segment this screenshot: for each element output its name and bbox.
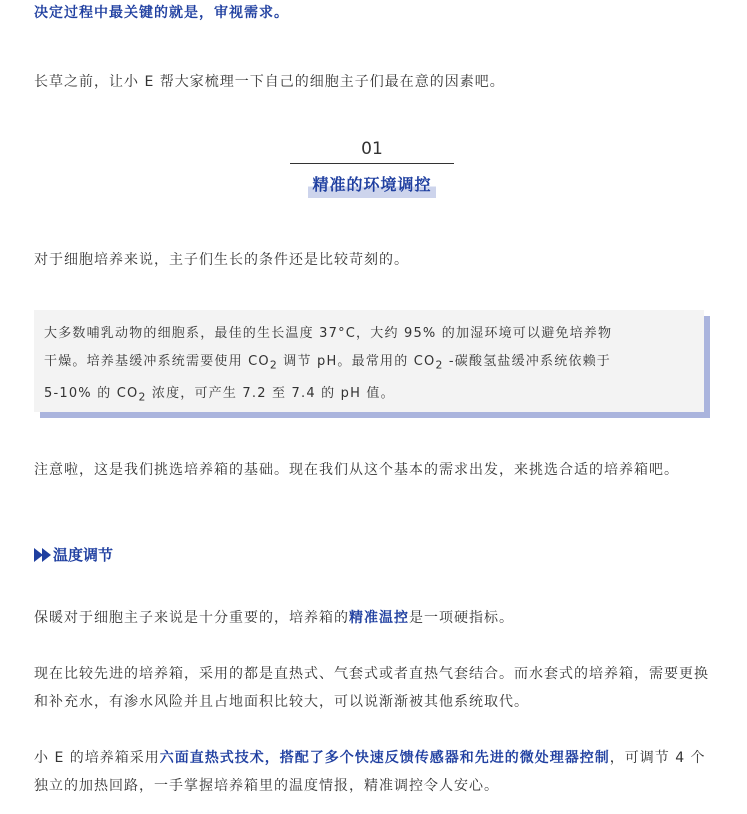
section-divider (290, 163, 454, 164)
conditions-paragraph: 对于细胞培养来说，主子们生长的条件还是比较苛刻的。 (34, 252, 409, 268)
quote-line: 大多数哺乳动物的细胞系，最佳的生长温度 37°C，大约 95% 的加湿环境可以避免培养物 (44, 326, 613, 341)
highlight-text: 精准温控 (349, 610, 409, 626)
section-header (290, 135, 454, 198)
e-incubator-paragraph: 小 E 的培养箱采用六面直热式技术，搭配了多个快速反馈传感器和先进的微处理器控制，可调节 4 个独立的加热回路，一手掌握培养箱里的温度情报，精准调控令人安心。 (34, 750, 706, 794)
quote-box (34, 310, 704, 412)
subheading-label: 温度调节 (53, 546, 114, 564)
subheading-temperature (34, 542, 113, 568)
quote-line: 5-10% 的 $CO_2$ 浓度，可产生 7.2 至 7.4 的 pH 值。 (44, 385, 395, 404)
types-paragraph: 现在比较先进的培养箱，采用的都是直热式、气套式或者直热气套结合。而水套式的培养箱，需要更换和补充水，有渗水风险并且占地面积比较大，可以说渐渐被其他系统取代。 (34, 666, 709, 710)
top-title: 决定过程中最关键的就是，审视需求。 (34, 5, 289, 21)
quote-text (44, 320, 699, 411)
section-title: 精准的环境调控 (308, 172, 435, 198)
section-number: 01 (361, 139, 383, 159)
quote-line: 干燥。培养基缓冲系统需要使用 $CO_2$ 调节 pH。最常用的 $CO_2$ -碳酸氢盐缓冲系统依赖于 (44, 354, 612, 372)
note-paragraph: 注意啦，这是我们挑选培养箱的基础。现在我们从这个基本的需求出发，来挑选合适的培养箱吧。 (34, 462, 679, 478)
double-arrow-icon (34, 548, 51, 562)
highlight-text: 六面直热式技术，搭配了多个快速反馈传感器和先进的微处理器控制 (159, 750, 610, 766)
temperature-paragraph: 保暖对于细胞主子来说是十分重要的，培养箱的精准温控是一项硬指标。 (34, 610, 514, 626)
intro-paragraph: 长草之前，让小 E 帮大家梳理一下自己的细胞主子们最在意的因素吧。 (34, 74, 505, 90)
quote-corner (704, 310, 710, 316)
